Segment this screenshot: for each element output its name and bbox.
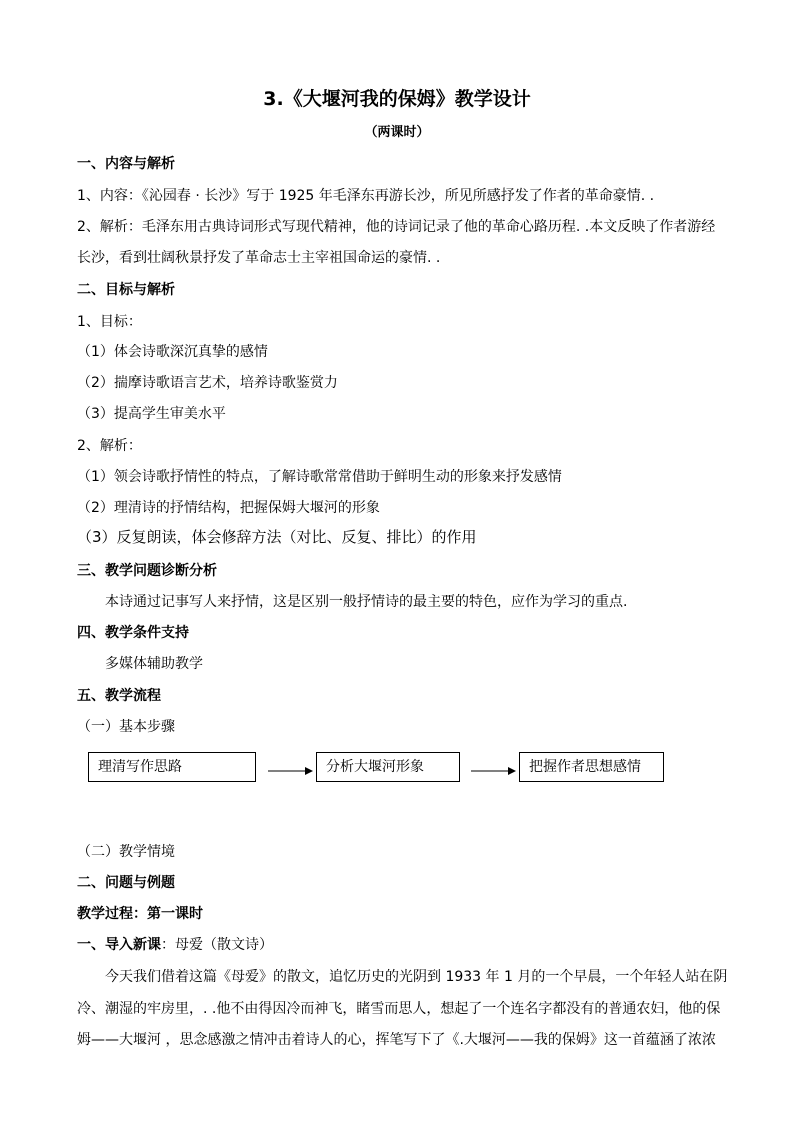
intro-heading	[77, 935, 273, 955]
process-heading: 教学过程：第一课时	[77, 906, 203, 922]
flow-box-3: 把握作者思想感情	[519, 752, 664, 782]
analysis-item-2: （2）理清诗的抒情结构，把握保姆大堰河的形象	[77, 500, 380, 516]
section-heading-goals: 二、目标与解析	[77, 282, 175, 298]
analysis-item-3: （3）反复朗读，体会修辞方法（对比、反复、排比）的作用	[77, 528, 477, 546]
section-heading-diagnosis: 三、教学问题诊断分析	[77, 563, 217, 579]
intro-paragraph-line-2: 冷、潮湿的牢房里，. .他不由得因冷而神飞，睹雪而思人，想起了一个连名字都没有的普通农妇，他的保	[77, 1001, 721, 1017]
analysis-label: 2、解析：	[77, 438, 142, 454]
support-paragraph: 多媒体辅助教学	[105, 656, 203, 672]
analysis-paragraph-line-2: 长沙，看到壮阔秋景抒发了革命志士主宰祖国命运的豪情. .	[77, 250, 441, 266]
content-paragraph: 1、内容：《沁园春 · 长沙》写于 1925 年毛泽东再游长沙，所见所感抒发了作者的革命豪情. .	[77, 188, 655, 204]
goal-item-1: （1）体会诗歌深沉真挚的感情	[77, 344, 268, 360]
document-subtitle: （两课时）	[364, 125, 430, 140]
teaching-scenario-label: （二）教学情境	[77, 844, 175, 860]
goal-item-3: （3）提高学生审美水平	[77, 406, 226, 422]
diagnosis-paragraph: 本诗通过记事写人来抒情，这是区别一般抒情诗的最主要的特色，应作为学习的重点.	[105, 594, 628, 610]
analysis-paragraph-line-1: 2、解析：毛泽东用古典诗词形式写现代精神，他的诗词记录了他的革命心路历程. .本文反映了作者游经	[77, 219, 716, 235]
section-heading-problems: 二、问题与例题	[77, 875, 175, 891]
intro-paragraph-line-3: 姆——大堰河 ，思念感激之情冲击着诗人的心，挥笔写下了《.大堰河——我的保姆》这一首蕴涵了浓浓	[77, 1032, 716, 1048]
goals-label: 1、目标：	[77, 314, 142, 330]
goal-item-2: （2）揣摩诗歌语言艺术，培养诗歌鉴赏力	[77, 375, 338, 391]
basic-steps-label: （一）基本步骤	[77, 719, 175, 735]
section-heading-content: 一、内容与解析	[77, 156, 175, 172]
flow-box-2: 分析大堰河形象	[316, 752, 460, 782]
intro-heading-bold: 一、导入新课	[77, 937, 161, 953]
section-heading-flow: 五、教学流程	[77, 688, 161, 704]
section-heading-support: 四、教学条件支持	[77, 625, 189, 641]
document-title: 3.《大堰河我的保姆》教学设计	[263, 88, 531, 110]
intro-heading-rest: ：母爱（散文诗）	[161, 937, 273, 953]
intro-paragraph-line-1: 今天我们借着这篇《母爱》的散文，追忆历史的光阴到 1933 年 1 月的一个早晨，一个年轻人站在阴	[105, 969, 728, 985]
flow-box-1: 理清写作思路	[88, 752, 256, 782]
analysis-item-1: （1）领会诗歌抒情性的特点，了解诗歌常常借助于鲜明生动的形象来抒发感情	[77, 469, 562, 485]
